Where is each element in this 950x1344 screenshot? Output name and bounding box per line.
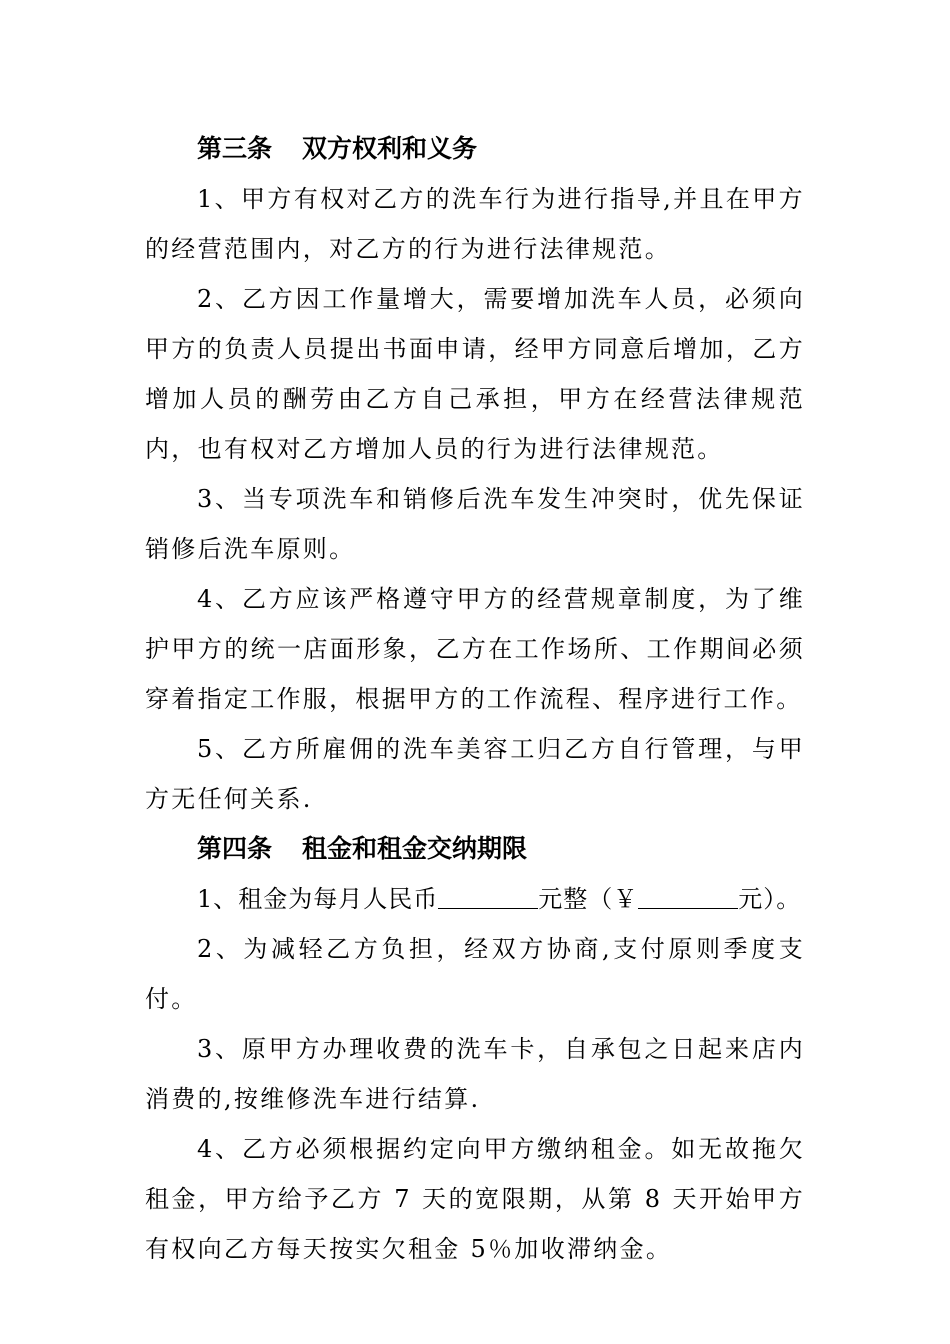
article-3-item-5: 5、乙方所雇佣的洗车美容工归乙方自行管理，与甲方无任何关系.: [145, 735, 805, 813]
document-body: [145, 124, 805, 1274]
article-4-item-2: 2、为减轻乙方负担，经双方协商,支付原则季度支付。: [145, 935, 805, 1013]
article-3-item-2: 2、乙方因工作量增大，需要增加洗车人员，必须向甲方的负责人员提出书面申请，经甲方同意后增加，乙方增加人员的酬劳由乙方自己承担，甲方在经营法律规范内，也有权对乙方增加人员的行为进行法律规范。: [145, 285, 805, 463]
rent-suffix: 元）。: [738, 885, 802, 913]
rent-prefix: 1、租金为每月人民币: [197, 885, 439, 913]
article-3-item-4: 4、乙方应该严格遵守甲方的经营规章制度，为了维护甲方的统一店面形象，乙方在工作场所、工作期间必须穿着指定工作服，根据甲方的工作流程、程序进行工作。: [145, 585, 805, 713]
article-3-title: 双方权利和义务: [302, 134, 478, 163]
article-4-item-4: 4、乙方必须根据约定向甲方缴纳租金。如无故拖欠租金，甲方给予乙方 7 天的宽限期，从第 8 天开始甲方有权向乙方每天按实欠租金 5％加收滞纳金。: [145, 1135, 805, 1263]
article-4-number: 第四条: [197, 834, 273, 863]
rent-amount-number-blank[interactable]: [638, 882, 738, 909]
article-4-heading: [145, 824, 805, 874]
article-3-heading: [145, 124, 805, 174]
article-3-item-1: 1、甲方有权对乙方的洗车行为进行指导,并且在甲方的经营范围内，对乙方的行为进行法律规范。: [145, 185, 805, 263]
article-3-item-3: 3、当专项洗车和销修后洗车发生冲突时，优先保证销修后洗车原则。: [145, 485, 805, 563]
article-3-number: 第三条: [197, 134, 273, 163]
rent-middle: 元整（￥: [538, 885, 639, 913]
article-4-title: 租金和租金交纳期限: [302, 834, 528, 863]
article-4-item-1: [145, 874, 805, 924]
article-4-item-3: 3、原甲方办理收费的洗车卡，自承包之日起来店内消费的,按维修洗车进行结算.: [145, 1035, 805, 1113]
rent-amount-blank[interactable]: [438, 882, 538, 909]
